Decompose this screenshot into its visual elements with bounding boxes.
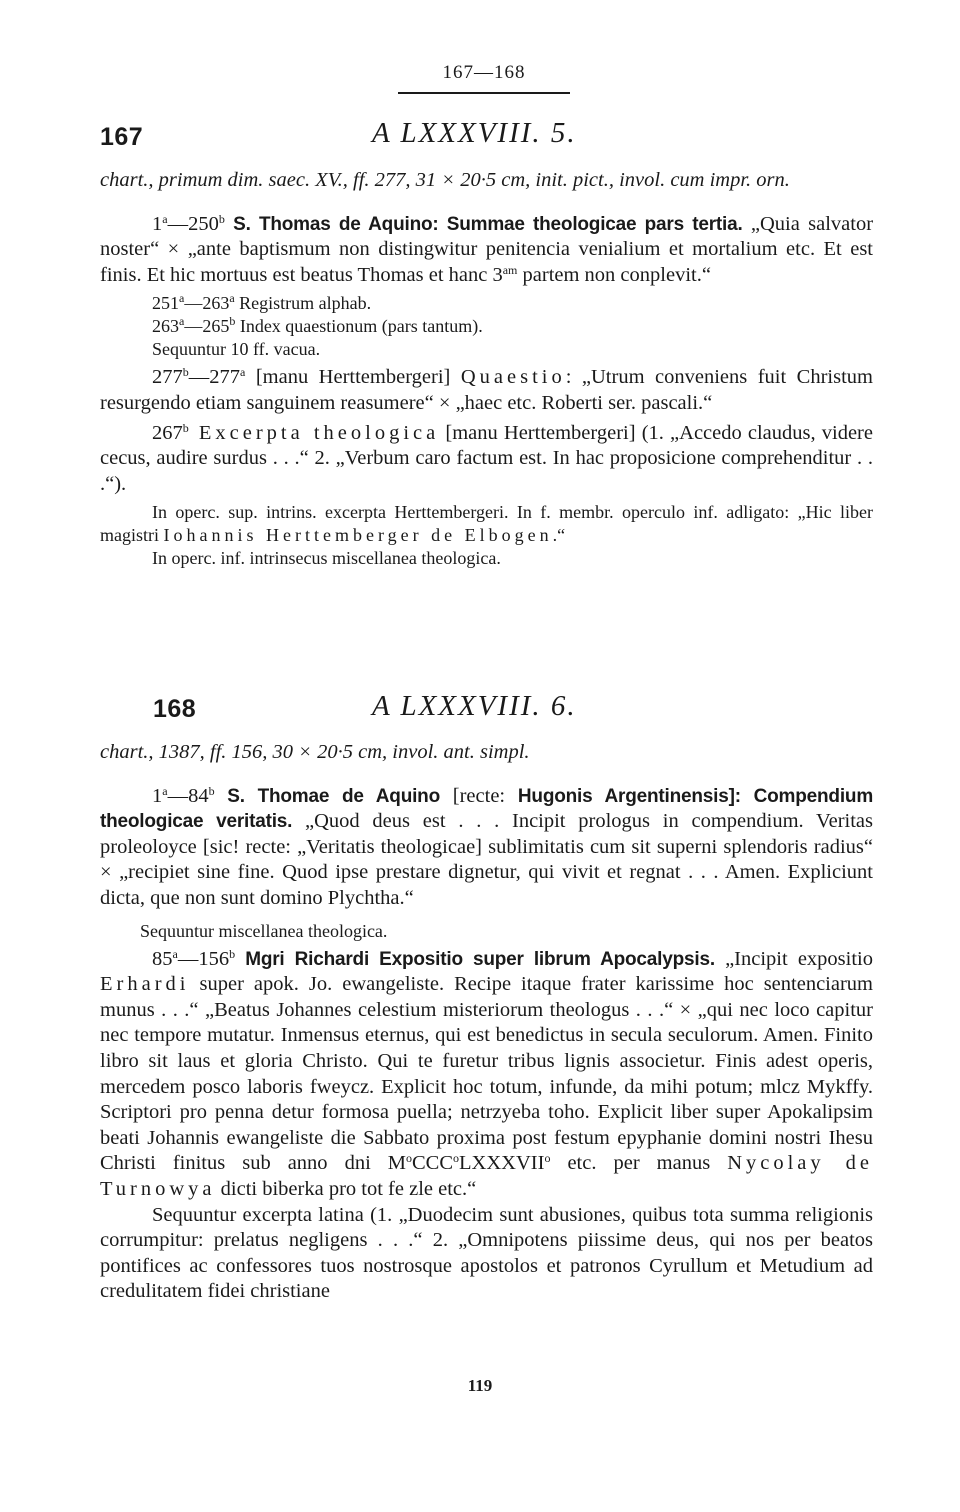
note-167-1: In operc. sup. intrins. excerpta Herttembergeri. In f. membr. operculo inf. adligato: „Hic liber magistri Iohannis Herttemberger de Elbogen.“ xyxy=(100,502,873,546)
item-167-3: 263$^a$—265$^b$ Index quaestionum (pars tantum). xyxy=(152,314,483,337)
item-168-2: Sequuntur miscellanea theologica. xyxy=(140,920,388,941)
item-168-3: 85$^a$—156$^b$ Mgri Richardi Expositio super librum Apocalypsis. „Incipit expositio Erhardi super apok. Jo. ewangeliste. Recipe itaque frater karissime hoc sentenciarum munus . . .“ „Beatus Johannes celestium misteriorum theologus . . .“ × „qui nec loco capitur nec tempore mutatur. Inmensus eternus, qui est benedictus in secula seculorum. Amen. Finito libro sit laus et gloria Christo. Qui te furetur tribus lignis associetur. Finis adest operis, mercedem posco laboris fweycz. Explicit hoc totum, infunde, da mihi potum; mlcz Mykffy. Scriptori pro penna detur formosa puella; netrzyeba toho. Explicit liber super Apokalipsim beati Johannis ewangeliste die Sabbato proxima post festum epyphanie domini nostri Ihesu Christi finitus sub anno dni $M^oCCC^oLXXXVII^o$ etc. per manus Nycolay de Turnowya dicti biberka pro tot fe zle etc.“ xyxy=(100,946,874,1200)
page-number: 119 xyxy=(467,1376,493,1395)
item-168-1: 1$^a$—84$^b$ S. Thomae de Aquino [recte: Hugonis Argentinensis]: Compendium theologicae veritatis. „Quod deus est . . . Incipit prologus in compendium. Veritas proleoloyce [sic! recte: „Veritatis theologicae] sublimitatis cum sit superni splendoris radius“ × „recipiet sine fine. Quod ipse prestare dignetur, qui vivit et regnat . . . Amen. Expliciunt dicta, que non sunt domino Plychtha.“ xyxy=(100,783,874,909)
item-167-1: 1$^a$—250$^b$ S. Thomas de Aquino: Summae theologicae pars tertia. „Quia salvator noster“ × „ante baptismum non distingwitur penitencia venialium et mortalium etc. Et est finis. Et hic mortuus est beatus Thomas et hanc $3^{am}$ partem non conplevit.“ xyxy=(100,211,874,286)
entry-167-body xyxy=(100,168,873,570)
item-167-5: 277$^b$—277$^a$ [manu Herttembergeri] Quaestio: „Utrum conveniens fuit Christum resurgendo etiam sanguinem reasumere“ × „haec etc. Roberti ser. pascali.“ xyxy=(100,365,873,414)
note-167-2: In operc. inf. intrinsecus miscellanea theologica. xyxy=(152,548,501,569)
entry-number-168: 168 xyxy=(153,695,197,723)
item-167-2: 251$^a$—263$^a$ Registrum alphab. xyxy=(152,291,372,314)
work-title: S. Thomas de Aquino: Summae theologicae pars tertia. xyxy=(233,213,743,235)
item-167-6: 267$^b$ Excerpta theologica [manu Herttembergeri] (1. „Accedo claudus, videre cecus, audire surdus . . .“ 2. „Verbum caro factum est. In hac proposicione comprehenditur . . .“). xyxy=(100,420,873,495)
shelfmark-167: A LXXXVIII. 5. xyxy=(372,117,577,149)
entry-number-167: 167 xyxy=(100,123,144,151)
item-167-4: Sequuntur 10 ff. vacua. xyxy=(152,339,321,360)
head-rule xyxy=(398,92,570,94)
item-168-4: Sequuntur excerpta latina (1. „Duodecim sunt abusiones, quibus tota summa religionis corrumpitur: prelatus negligens . . .“ 2. „Omnipotens piissime deus, qui nos per beatos pontifices ac confessores tuos nostrosque apostolos et patronos Cyrullum et Metudium ad credulitatem fidei christiane xyxy=(100,1203,873,1303)
shelfmark-168: A LXXXVIII. 6. xyxy=(372,690,577,722)
description-167: chart., primum dim. saec. XV., ff. 277, 31 × 20·5 cm, init. pict., invol. cum impr. orn. xyxy=(100,169,790,191)
description-168: chart., 1387, ff. 156, 30 × 20·5 cm, invol. ant. simpl. xyxy=(100,741,530,763)
running-head: 167—168 xyxy=(442,62,526,83)
entry-168-body xyxy=(100,740,873,1305)
